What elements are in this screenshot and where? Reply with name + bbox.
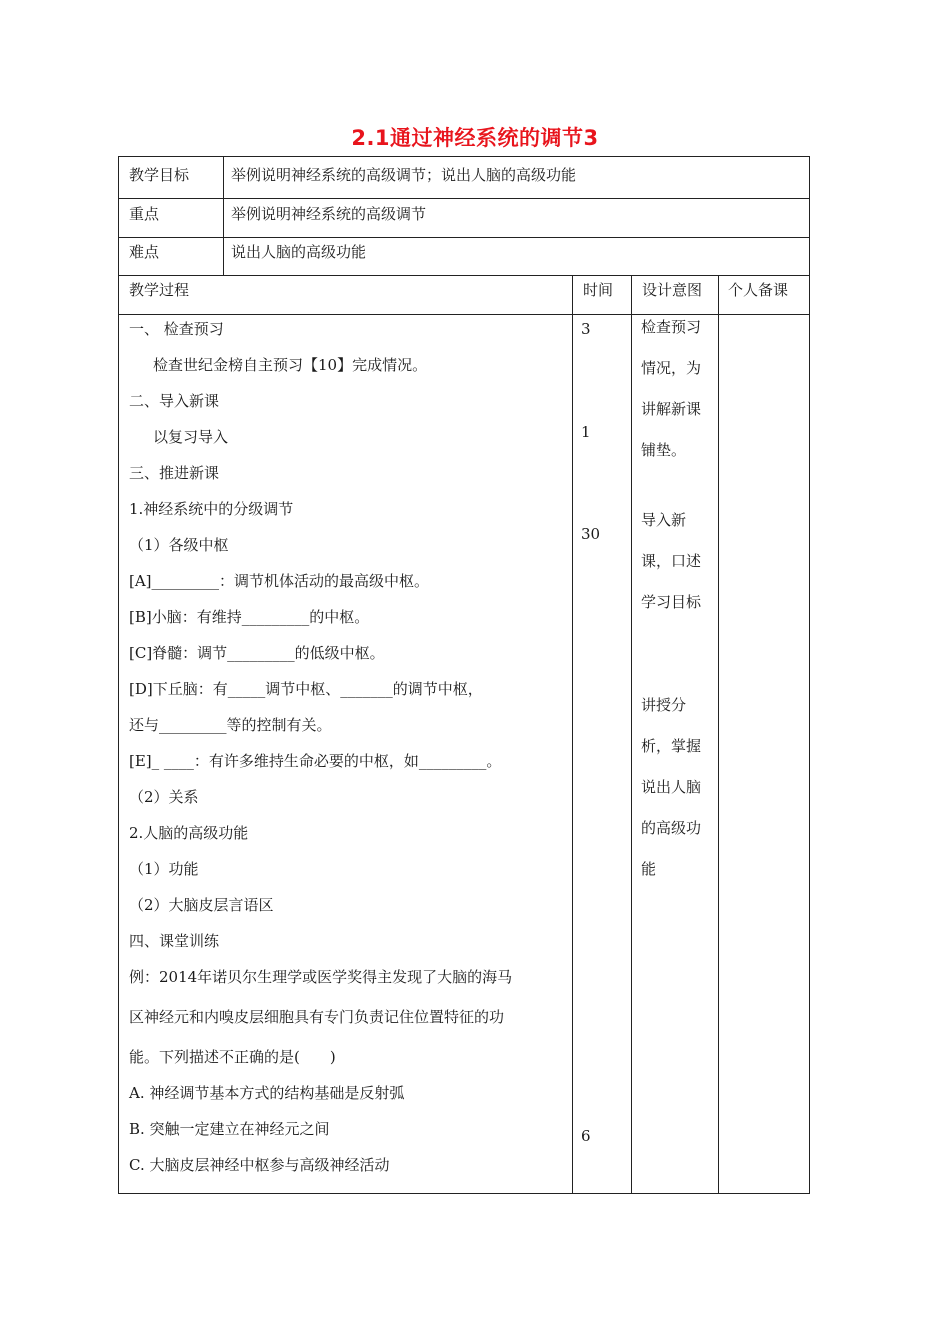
process-line: 二、导入新课 (129, 392, 220, 410)
column-divider (223, 157, 224, 275)
process-line: （1）功能 (129, 860, 199, 878)
process-header: 教学过程 (129, 281, 190, 299)
process-line: 三、推进新课 (129, 464, 220, 482)
process-line: [E]_ ____：有许多维持生命必要的中枢，如_________。 (129, 752, 502, 770)
goals-label: 教学目标 (129, 166, 190, 184)
goals-text: 举例说明神经系统的高级调节；说出人脑的高级功能 (231, 166, 577, 184)
process-line: 还与_________等的控制有关。 (129, 716, 332, 734)
design-note: 讲授分析，掌握说出人脑的高级功能 (641, 696, 702, 878)
process-line: [D]下丘脑：有_____调节中枢、_______的调节中枢， (129, 680, 483, 698)
time-value: 3 (581, 320, 591, 338)
process-line: （1）各级中枢 (129, 536, 229, 554)
key-label: 重点 (129, 205, 160, 223)
difficulty-text: 说出人脑的高级功能 (231, 243, 367, 261)
process-line: 1.神经系统中的分级调节 (129, 500, 294, 518)
time-value: 30 (581, 525, 601, 543)
time-value: 1 (581, 423, 591, 441)
process-line: 以复习导入 (153, 428, 229, 446)
process-line: C. 大脑皮层神经中枢参与高级神经活动 (129, 1156, 390, 1174)
process-line: [B]小脑：有维持_________的中枢。 (129, 608, 370, 626)
process-line: A. 神经调节基本方式的结构基础是反射弧 (129, 1084, 405, 1102)
process-line: （2）关系 (129, 788, 199, 806)
design-header: 设计意图 (642, 281, 703, 299)
process-line: 例：2014年诺贝尔生理学或医学奖得主发现了大脑的海马 (129, 968, 513, 986)
row-divider (119, 275, 809, 276)
process-line: 四、课堂训练 (129, 932, 220, 950)
design-note: 导入新课，口述学习目标 (641, 511, 702, 611)
process-line: [C]脊髓：调节_________的低级中枢。 (129, 644, 385, 662)
process-line: [A]_________：调节机体活动的最高级中枢。 (129, 572, 430, 590)
time-value: 6 (581, 1127, 591, 1145)
page-title: 2.1通过神经系统的调节3 (351, 126, 599, 150)
column-divider (631, 275, 632, 1193)
lesson-plan-table (118, 156, 810, 1194)
process-line: 2.人脑的高级功能 (129, 824, 249, 842)
column-divider (718, 275, 719, 1193)
design-note: 检查预习情况，为讲解新课铺垫。 (641, 318, 702, 459)
column-divider (572, 275, 573, 1193)
process-line: B. 突触一定建立在神经元之间 (129, 1120, 330, 1138)
process-line: （2）大脑皮层言语区 (129, 896, 274, 914)
time-header: 时间 (583, 281, 614, 299)
key-text: 举例说明神经系统的高级调节 (231, 205, 427, 223)
difficulty-label: 难点 (129, 243, 160, 261)
process-line: 能。下列描述不正确的是( ) (129, 1048, 336, 1066)
process-line: 区神经元和内嗅皮层细胞具有专门负责记住位置特征的功 (129, 1008, 505, 1026)
personal-header: 个人备课 (728, 281, 789, 299)
process-line: 检查世纪金榜自主预习【10】完成情况。 (153, 356, 428, 374)
process-line: 一、 检查预习 (129, 320, 224, 338)
